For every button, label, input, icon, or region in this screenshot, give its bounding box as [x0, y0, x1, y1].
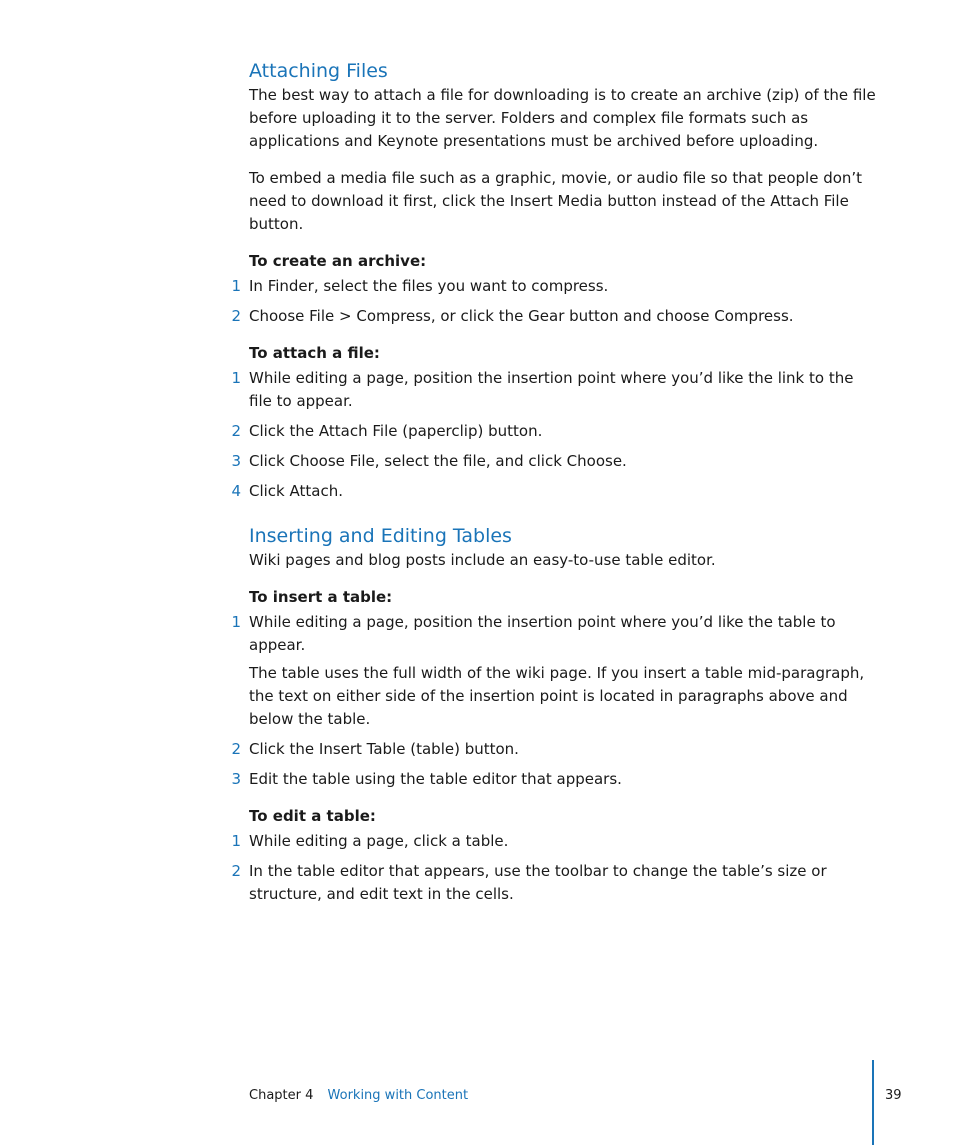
step-item — [231, 768, 879, 791]
step-text: Click Choose File, select the file, and click Choose. — [249, 452, 627, 470]
step-number: 3 — [231, 452, 241, 470]
step-number: 4 — [231, 482, 241, 500]
step-number: 3 — [231, 770, 241, 788]
step-text: While editing a page, click a table. — [249, 832, 509, 850]
step-item — [231, 860, 879, 906]
step-number: 1 — [231, 613, 241, 631]
step-text: While editing a page, position the insertion point where you’d like the table to appear. — [249, 613, 836, 654]
steps-list-attach-file — [231, 367, 879, 503]
step-item — [231, 830, 879, 853]
step-item — [231, 611, 879, 731]
step-note: The table uses the full width of the wiki page. If you insert a table mid-paragraph, the text on either side of the insertion point is located in paragraphs above and below the table. — [249, 664, 865, 728]
step-number: 1 — [231, 832, 241, 850]
step-item — [231, 420, 879, 443]
section-heading-attaching-files: Attaching Files — [249, 60, 388, 82]
page-content — [231, 58, 879, 906]
step-text: In Finder, select the files you want to compress. — [249, 277, 609, 295]
steps-list-insert-table — [231, 611, 879, 791]
task-heading-insert-table: To insert a table: — [249, 588, 393, 606]
body-paragraph: Wiki pages and blog posts include an easy-to-use table editor. — [249, 551, 716, 569]
steps-list-create-archive — [231, 275, 879, 328]
step-item — [231, 305, 879, 328]
footer-divider — [872, 1060, 874, 1145]
step-text: Click the Attach File (paperclip) button. — [249, 422, 543, 440]
body-paragraph: The best way to attach a file for downloading is to create an archive (zip) of the file before uploading it to the server. Folders and complex file formats such as applications and Keynote presentations must be archived before uploading. — [249, 86, 876, 150]
steps-list-edit-table — [231, 830, 879, 906]
step-text: Edit the table using the table editor that appears. — [249, 770, 622, 788]
section-heading-inserting-tables: Inserting and Editing Tables — [249, 525, 512, 547]
step-number: 2 — [231, 740, 241, 758]
page-number: 39 — [885, 1088, 902, 1103]
step-number: 1 — [231, 369, 241, 387]
step-text: Choose File > Compress, or click the Gear button and choose Compress. — [249, 307, 794, 325]
step-item — [231, 738, 879, 761]
step-item — [231, 480, 879, 503]
step-text: Click the Insert Table (table) button. — [249, 740, 519, 758]
footer-chapter-label: Chapter 4 — [249, 1088, 314, 1103]
footer-chapter-title: Working with Content — [327, 1088, 469, 1103]
step-number: 2 — [231, 307, 241, 325]
task-heading-attach-file: To attach a file: — [249, 344, 380, 362]
step-item — [231, 367, 879, 413]
step-text: In the table editor that appears, use the toolbar to change the table’s size or structure, and edit text in the cells. — [249, 862, 827, 903]
step-text: While editing a page, position the insertion point where you’d like the link to the file to appear. — [249, 369, 854, 410]
task-heading-create-archive: To create an archive: — [249, 252, 427, 270]
step-item — [231, 450, 879, 473]
page-footer — [249, 1087, 468, 1105]
body-paragraph: To embed a media file such as a graphic, movie, or audio file so that people don’t need to download it first, click the Insert Media button instead of the Attach File button. — [249, 169, 863, 233]
task-heading-edit-table: To edit a table: — [249, 807, 376, 825]
step-number: 2 — [231, 862, 241, 880]
step-item — [231, 275, 879, 298]
step-text: Click Attach. — [249, 482, 343, 500]
step-number: 2 — [231, 422, 241, 440]
step-number: 1 — [231, 277, 241, 295]
